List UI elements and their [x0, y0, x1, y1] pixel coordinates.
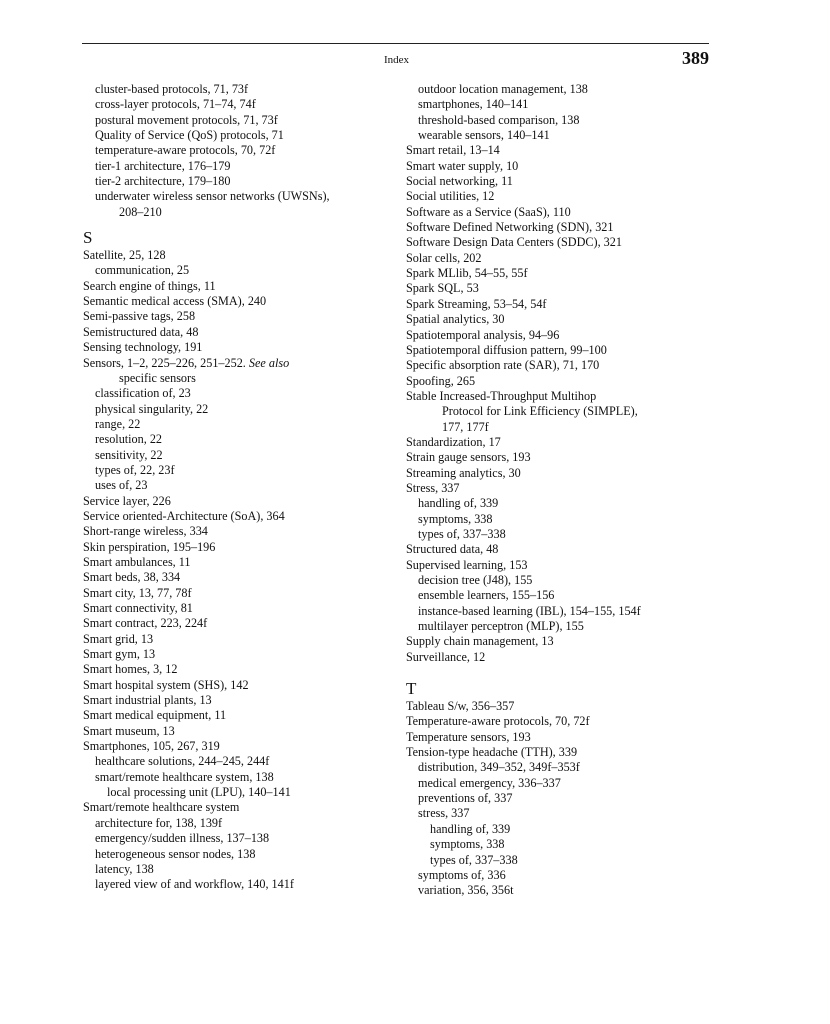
index-entry: latency, 138	[95, 861, 154, 876]
page-number: 389	[682, 48, 709, 68]
index-entry: Temperature-aware protocols, 70, 72f	[406, 714, 590, 729]
index-entry: Spatiotemporal analysis, 94–96	[406, 327, 560, 342]
section-letter-heading: T	[406, 679, 417, 699]
index-entry: Service oriented-Architecture (SoA), 364	[83, 508, 285, 523]
index-entry: emergency/sudden illness, 137–138	[95, 831, 270, 846]
index-entry: Temperature sensors, 193	[406, 729, 531, 744]
index-entry: symptoms, 338	[418, 511, 493, 526]
section-letter-heading: S	[83, 228, 93, 248]
index-entry: preventions of, 337	[418, 791, 513, 806]
index-entry: range, 22	[95, 416, 141, 431]
index-entry: tier-2 architecture, 179–180	[95, 174, 231, 189]
index-entry: Smart connectivity, 81	[83, 601, 193, 615]
index-entry: outdoor location management, 138	[418, 82, 588, 96]
index-entry: Spark MLlib, 54–55, 55f	[406, 266, 528, 281]
index-entry: healthcare solutions, 244–245, 244f	[95, 754, 270, 769]
index-entry: Spatial analytics, 30	[406, 312, 505, 327]
index-entry: Smartphones, 105, 267, 319	[83, 739, 220, 754]
index-entry: multilayer perceptron (MLP), 155	[418, 619, 584, 634]
index-entry: smart/remote healthcare system, 138	[95, 769, 274, 784]
index-entry: Skin perspiration, 195–196	[83, 539, 216, 554]
index-entry: specific sensors	[119, 370, 196, 385]
index-entry: tier-1 architecture, 176–179	[95, 158, 231, 173]
index-entry: Social networking, 11	[406, 174, 513, 189]
index-entry: Tableau S/w, 356–357	[406, 699, 515, 714]
index-entry: types of, 22, 23f	[95, 462, 175, 477]
index-entry: Stable Increased-Throughput Multihop	[406, 388, 597, 403]
index-entry: Supply chain management, 13	[406, 634, 554, 649]
index-column-right	[406, 82, 726, 899]
index-entry: local processing unit (LPU), 140–141	[107, 785, 291, 800]
index-entry: Stress, 337	[406, 480, 460, 495]
index-entry: distribution, 349–352, 349f–353f	[418, 760, 580, 775]
index-entry: instance-based learning (IBL), 154–155, 154f	[418, 603, 641, 618]
index-entry: Streaming analytics, 30	[406, 465, 521, 480]
index-entry: architecture for, 138, 139f	[95, 815, 223, 830]
index-entry: Strain gauge sensors, 193	[406, 450, 531, 465]
index-entry: heterogeneous sensor nodes, 138	[95, 846, 256, 861]
index-entry: postural movement protocols, 71, 73f	[95, 112, 278, 127]
index-entry: stress, 337	[418, 806, 470, 821]
index-entry: Sensing technology, 191	[83, 340, 203, 355]
index-entry: Software Design Data Centers (SDDC), 321	[406, 235, 622, 250]
index-entry: communication, 25	[95, 263, 190, 278]
index-entry: Spark Streaming, 53–54, 54f	[406, 296, 547, 311]
index-entry: Protocol for Link Efficiency (SIMPLE),	[442, 404, 638, 419]
index-entry: Semantic medical access (SMA), 240	[83, 294, 267, 309]
index-entry: Spatiotemporal diffusion pattern, 99–100	[406, 342, 607, 357]
index-entry: Supervised learning, 153	[406, 557, 528, 572]
index-entry: handling of, 339	[418, 496, 499, 511]
index-entry: Standardization, 17	[406, 434, 501, 449]
index-entry: Software Defined Networking (SDN), 321	[406, 220, 614, 235]
index-entry: layered view of and workflow, 140, 141f	[95, 877, 294, 892]
index-entry: Short-range wireless, 334	[83, 524, 208, 539]
index-entry: medical emergency, 336–337	[418, 775, 561, 790]
index-entry: classification of, 23	[95, 386, 191, 401]
index-entry: Surveillance, 12	[406, 649, 486, 664]
index-entry: Smart industrial plants, 13	[83, 693, 212, 708]
running-head: Index	[384, 54, 410, 66]
index-entry: cross-layer protocols, 71–74, 74f	[95, 97, 256, 112]
index-entry: physical singularity, 22	[95, 401, 209, 416]
index-entry: wearable sensors, 140–141	[418, 128, 550, 143]
index-entry: Structured data, 48	[406, 542, 499, 557]
index-entry: Sensors, 1–2, 225–226, 251–252. See also	[83, 355, 290, 370]
index-entry: Smart water supply, 10	[406, 158, 519, 173]
index-entry: Smart city, 13, 77, 78f	[83, 585, 192, 600]
index-entry: threshold-based comparison, 138	[418, 112, 580, 127]
index-entry: smartphones, 140–141	[418, 97, 529, 112]
index-entry: 177, 177f	[442, 419, 489, 434]
index-entry: Tension-type headache (TTH), 339	[406, 745, 578, 760]
index-entry: Semistructured data, 48	[83, 324, 199, 339]
index-entry: sensitivity, 22	[95, 447, 163, 462]
index-entry: Smart museum, 13	[83, 723, 175, 738]
header-rule	[82, 43, 709, 44]
index-column-left	[83, 82, 383, 893]
index-entry: Smart retail, 13–14	[406, 143, 500, 158]
see-also-label: See also	[248, 355, 290, 370]
index-entry: uses of, 23	[95, 478, 148, 493]
index-entry: Smart homes, 3, 12	[83, 662, 178, 677]
index-entry: resolution, 22	[95, 432, 163, 447]
index-entry: underwater wireless sensor networks (UWSNs),	[95, 189, 330, 204]
index-entry: Specific absorption rate (SAR), 71, 170	[406, 358, 600, 373]
index-entry: Smart ambulances, 11	[83, 554, 191, 569]
index-entry: types of, 337–338	[430, 852, 518, 867]
index-entry: types of, 337–338	[418, 526, 506, 541]
index-entry: Satellite, 25, 128	[83, 248, 166, 263]
index-entry: handling of, 339	[430, 821, 511, 836]
index-entry: Software as a Service (SaaS), 110	[406, 204, 571, 219]
index-entry: ensemble learners, 155–156	[418, 588, 555, 603]
index-entry: Search engine of things, 11	[83, 278, 216, 293]
index-entry: Smart medical equipment, 11	[83, 708, 227, 723]
index-entry: cluster-based protocols, 71, 73f	[95, 82, 249, 96]
index-entry: Smart gym, 13	[83, 647, 156, 662]
index-entry: 208–210	[119, 204, 162, 219]
index-entry: Service layer, 226	[83, 493, 171, 508]
index-entry: Quality of Service (QoS) protocols, 71	[95, 128, 284, 143]
index-entry: Spoofing, 265	[406, 373, 476, 388]
index-entry: Spark SQL, 53	[406, 281, 479, 296]
index-entry: symptoms, 338	[430, 837, 505, 852]
index-entry: variation, 356, 356t	[418, 883, 514, 898]
index-entry: Smart contract, 223, 224f	[83, 616, 208, 631]
index-entry: Solar cells, 202	[406, 250, 482, 265]
index-entry: Smart hospital system (SHS), 142	[83, 677, 249, 692]
index-entry: temperature-aware protocols, 70, 72f	[95, 143, 276, 158]
index-entry: Social utilities, 12	[406, 189, 495, 204]
index-entry: decision tree (J48), 155	[418, 573, 533, 587]
index-entry: Semi-passive tags, 258	[83, 309, 196, 324]
index-entry: Smart/remote healthcare system	[83, 800, 240, 815]
index-entry: Smart grid, 13	[83, 631, 154, 646]
index-entry: symptoms of, 336	[418, 867, 506, 882]
index-entry: Smart beds, 38, 334	[83, 570, 181, 585]
